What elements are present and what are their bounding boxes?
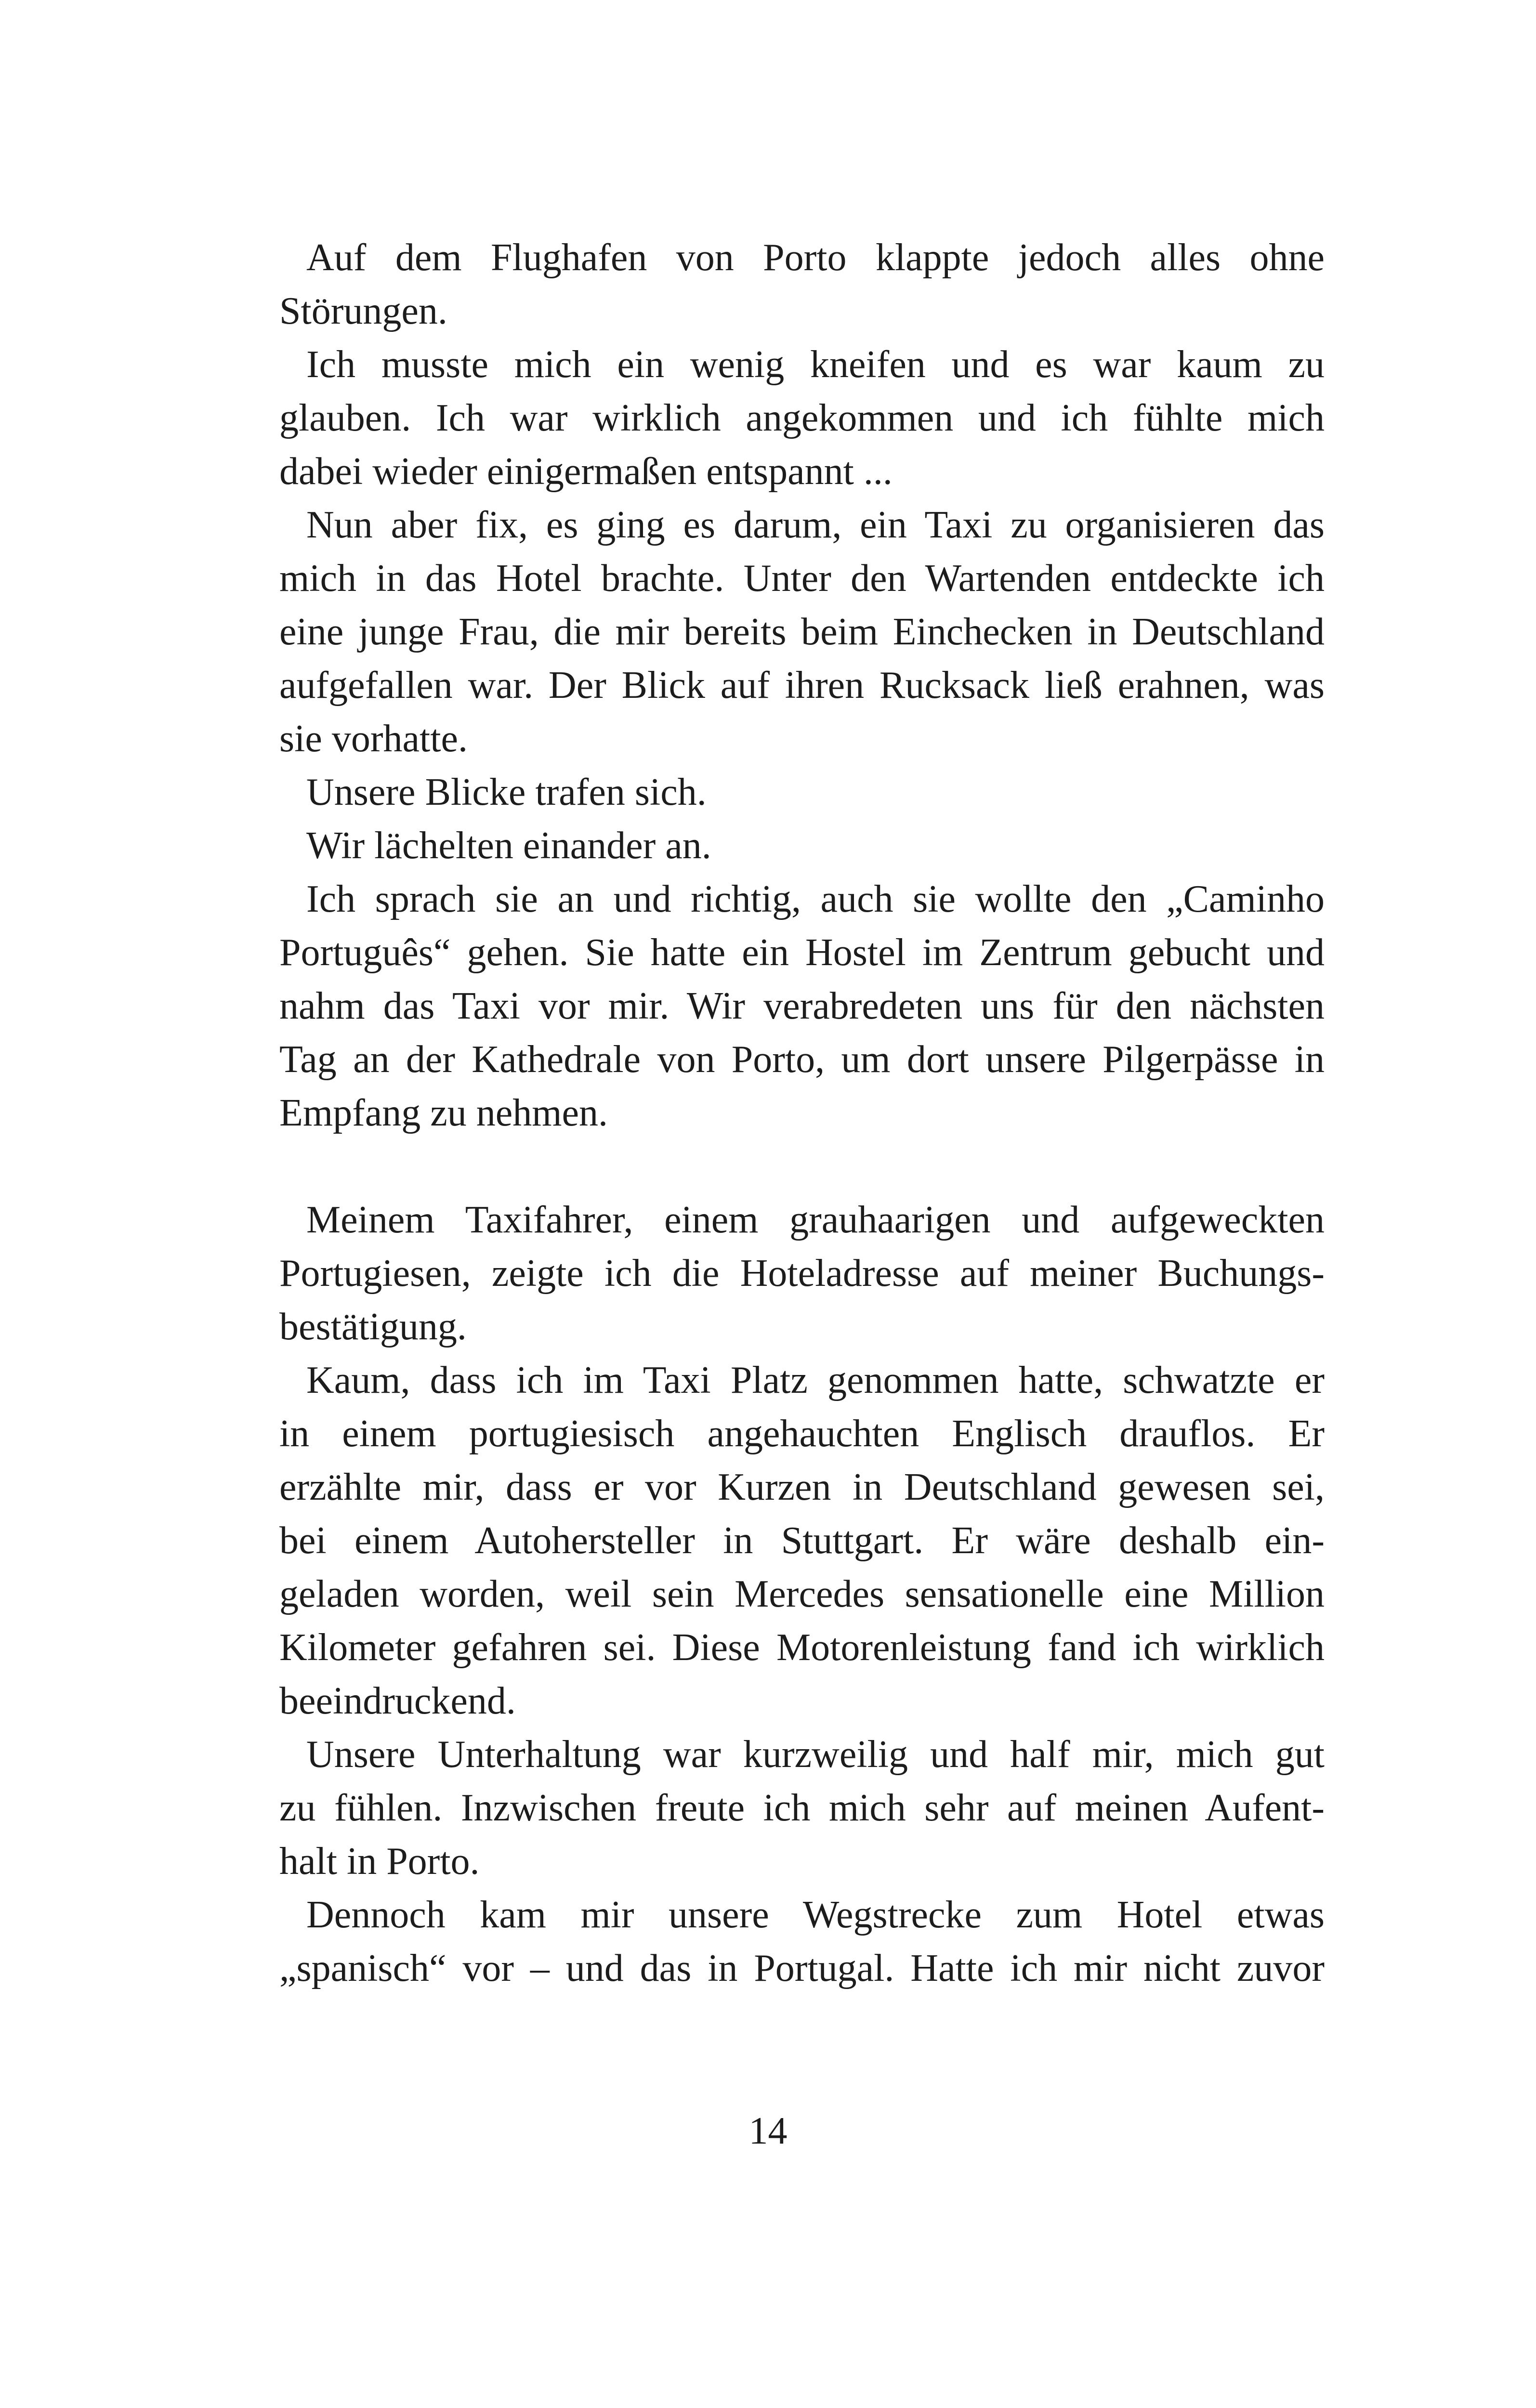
- text-line: Portugiesen, zeigte ich die Hoteladresse auf meiner Buchungs-: [279, 1252, 1325, 1295]
- text-line: eine junge Frau, die mir bereits beim Einchecken in Deutschland: [279, 611, 1325, 653]
- text-line: halt in Porto.: [279, 1840, 480, 1883]
- text-line: Dennoch kam mir unsere Wegstrecke zum Hotel etwas: [306, 1894, 1325, 1936]
- text-line: aufgefallen war. Der Blick auf ihren Rucksack ließ erahnen, was: [279, 664, 1325, 707]
- text-line: bestätigung.: [279, 1306, 467, 1348]
- paragraph-gap: [279, 1140, 1325, 1193]
- text-line: dabei wieder einigermaßen entspannt ...: [279, 450, 893, 493]
- text-line: Ich sprach sie an und richtig, auch sie wollte den „Caminho: [306, 878, 1325, 920]
- text-line: glauben. Ich war wirklich angekommen und ich fühlte mich: [279, 397, 1325, 439]
- text-line: Ich musste mich ein wenig kneifen und es war kaum zu: [306, 343, 1325, 386]
- text-line: beeindruckend.: [279, 1680, 516, 1722]
- text-line: bei einem Autohersteller in Stuttgart. Er wäre deshalb ein-: [279, 1519, 1325, 1562]
- text-line: Kaum, dass ich im Taxi Platz genommen hatte, schwatzte er: [306, 1359, 1325, 1401]
- text-line: Nun aber fix, es ging es darum, ein Taxi zu organisieren das: [306, 504, 1325, 546]
- text-line: mich in das Hotel brachte. Unter den Wartenden entdeckte ich: [279, 557, 1325, 600]
- body-text: [279, 231, 1325, 1995]
- text-line: Störungen.: [279, 290, 447, 332]
- text-line: Meinem Taxifahrer, einem grauhaarigen und aufgeweckten: [306, 1199, 1325, 1241]
- text-line: Auf dem Flughafen von Porto klappte jedoch alles ohne: [306, 236, 1325, 279]
- page-number: 14: [748, 2110, 788, 2152]
- text-line: Empfang zu nehmen.: [279, 1092, 608, 1134]
- text-line: Kilometer gefahren sei. Diese Motorenleistung fand ich wirklich: [279, 1626, 1325, 1669]
- text-line: erzählte mir, dass er vor Kurzen in Deutschland gewesen sei,: [279, 1466, 1325, 1508]
- text-line: nahm das Taxi vor mir. Wir verabredeten uns für den nächsten: [279, 985, 1325, 1027]
- text-line: zu fühlen. Inzwischen freute ich mich sehr auf meinen Aufent-: [279, 1787, 1325, 1829]
- text-line: Unsere Unterhaltung war kurzweilig und half mir, mich gut: [306, 1733, 1325, 1776]
- text-line: Tag an der Kathedrale von Porto, um dort unsere Pilgerpässe in: [279, 1038, 1325, 1081]
- text-line: „spanisch“ vor – und das in Portugal. Hatte ich mir nicht zuvor: [279, 1947, 1325, 1989]
- text-line: Wir lächelten einander an.: [306, 824, 711, 867]
- text-line: in einem portugiesisch angehauchten Englisch drauflos. Er: [279, 1413, 1325, 1455]
- text-line: geladen worden, weil sein Mercedes sensationelle eine Million: [279, 1573, 1325, 1615]
- text-line: sie vorhatte.: [279, 718, 468, 760]
- text-line: Unsere Blicke trafen sich.: [306, 771, 707, 813]
- text-line: Português“ gehen. Sie hatte ein Hostel im Zentrum gebucht und: [279, 931, 1325, 974]
